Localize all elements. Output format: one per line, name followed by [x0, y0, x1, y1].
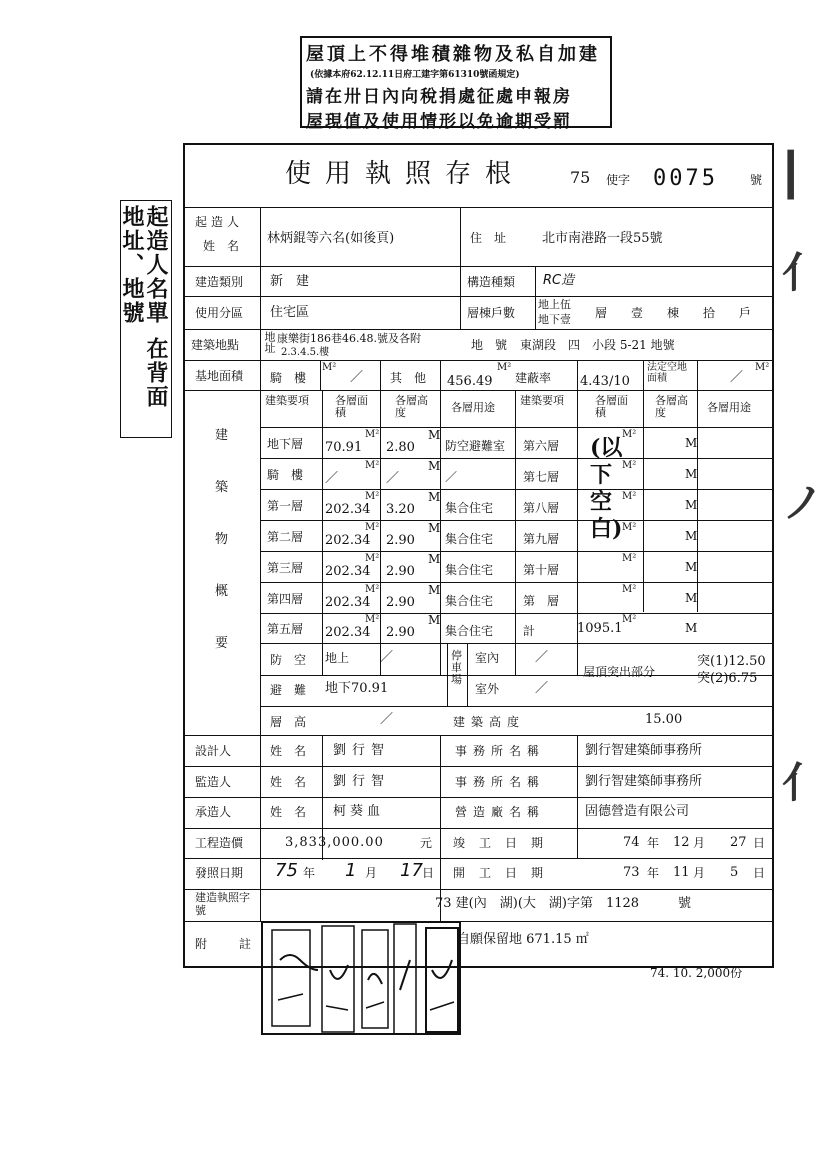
permit-label: 建造執照字號	[195, 891, 250, 917]
floors-text: 層 壹 棟 拾 戶	[595, 306, 752, 320]
parking-label: 停車場	[451, 649, 462, 686]
unit-m: M	[685, 467, 698, 481]
bldg-floor-label-r: 計	[523, 624, 536, 638]
contractor-firm-label: 營造廠名稱	[455, 805, 546, 819]
roof-label: 屋頂突出部分	[583, 665, 656, 679]
contractor-name-label: 姓 名	[270, 805, 307, 819]
blank-note: (以下空白)	[590, 435, 623, 542]
bldg-floor-label-r: 第十層	[523, 563, 560, 577]
form-code: 74. 10. 2,000份	[650, 966, 743, 980]
contractor-name: 柯葵血	[333, 804, 385, 819]
bldg-floor-height: 2.90	[386, 595, 415, 610]
head-area-r: 各層面積	[595, 394, 628, 419]
bldg-floor-label: 第一層	[267, 499, 304, 513]
shelter-above: 地上	[325, 651, 350, 665]
unit-m2: M²	[755, 362, 770, 373]
bldg-floor-use: 集合住宅	[445, 563, 494, 577]
struct-value: RC造	[543, 273, 575, 288]
arcade-label: 騎 樓	[270, 371, 307, 385]
bldg-floor-use: 集合住宅	[445, 624, 494, 638]
unit-m2: M²	[622, 429, 637, 440]
bldg-floor-height: ／	[386, 471, 400, 486]
builder-address: 北市南港路一段55號	[542, 231, 663, 246]
remark-value: 自願保留地 671.15 ㎡	[457, 932, 589, 947]
designer-office-label: 事務所名稱	[455, 744, 546, 758]
bldg-floor-use: ／	[445, 470, 458, 484]
floors-label: 層棟戶數	[467, 306, 516, 320]
unit-m2: M²	[365, 553, 380, 564]
parking-out-label: 室外	[475, 682, 500, 696]
start-month: 11	[673, 865, 690, 880]
other-label: 其 他	[390, 371, 427, 385]
notice-line-2: (依據本府62.12.11日府工建字第61310號函規定)	[310, 70, 520, 80]
header-hao: 號	[750, 173, 763, 187]
bldg-floor-area: 202.34	[325, 625, 371, 640]
bldg-floor-height: 2.90	[386, 625, 415, 640]
unit-m2: M²	[365, 614, 380, 625]
supervisor-label: 監造人	[195, 775, 232, 789]
head-height-r: 各層高度	[655, 394, 688, 419]
unit-m2: M²	[622, 584, 637, 595]
supervisor-office-label: 事務所名稱	[455, 775, 546, 789]
unit-m: M	[685, 529, 698, 543]
head-use: 各層用途	[451, 401, 495, 414]
edge-mark: ⺅	[782, 248, 825, 297]
head-height: 各層高度	[395, 394, 428, 419]
site-label: 建築地點	[191, 338, 240, 352]
notice-line-1: 屋頂上不得堆積雜物及私自加建	[306, 44, 600, 65]
bldg-floor-use: 集合住宅	[445, 501, 494, 515]
start-year: 73	[623, 865, 640, 880]
notice-line-3: 請在卅日內向稅捐處征處申報房	[306, 87, 572, 107]
unit-m: M	[685, 560, 698, 574]
roof-area-2: 突(2)6.75	[697, 671, 758, 686]
bldg-floor-label-r: 第八層	[523, 501, 560, 515]
issue-day: 17	[400, 860, 423, 881]
bheight-label: 建築高度	[453, 715, 526, 729]
unit-m2: M²	[365, 460, 380, 471]
edge-mark: ⺅	[782, 758, 825, 807]
permit-value: 73 建(內 湖)(大 湖)字第 1128 號	[435, 896, 692, 911]
bldg-floor-area: 202.34	[325, 564, 371, 579]
designer-name-label: 姓 名	[270, 744, 307, 758]
side-note-stamp	[120, 200, 172, 438]
supervisor-office: 劉行智建築師事務所	[585, 774, 703, 789]
unit-m2: M²	[497, 362, 512, 373]
unit-m: M	[428, 428, 441, 442]
ymd-y: 年	[303, 866, 316, 880]
side-note-col-2: 在背面	[143, 337, 169, 409]
supervisor-name: 劉行智	[333, 774, 391, 789]
unit-m2: M²	[365, 584, 380, 595]
parking-in-value: ／	[535, 650, 549, 665]
side-note-col-1: 起造人名單	[143, 205, 169, 325]
unit-m2: M²	[622, 460, 637, 471]
header-year: 75	[570, 168, 591, 187]
unit-m: M	[428, 521, 441, 535]
done-day: 27	[730, 835, 747, 850]
bldg-floor-label: 第五層	[267, 622, 304, 636]
cost-unit: 元	[420, 836, 433, 850]
roof-area-1: 突(1)12.50	[697, 654, 766, 669]
supervisor-name-label: 姓 名	[270, 775, 307, 789]
bldg-floor-label-r: 第 層	[523, 594, 560, 608]
ymd-d: 日	[753, 866, 766, 880]
contractor-firm: 固德營造有限公司	[585, 804, 690, 819]
shelter-above-value: ／	[380, 650, 394, 665]
builder-name: 林炳錕等六名(如後頁)	[267, 231, 395, 246]
bldg-floor-height: 2.90	[386, 564, 415, 579]
site-address-2: 2.3.4.5.樓	[281, 347, 330, 358]
builder-label-a: 起造人	[195, 215, 244, 229]
coverage-value: 4.43/10	[580, 374, 630, 389]
edge-mark: ノ	[782, 478, 825, 527]
bldg-floor-area: 202.34	[325, 502, 371, 517]
bldg-floor-label: 第四層	[267, 592, 304, 606]
site-addr-label: 地址	[263, 331, 276, 353]
use-zone-value: 住宅區	[270, 305, 310, 320]
done-date-label: 竣工日期	[453, 836, 558, 850]
head-floor-r: 建築要項	[520, 394, 564, 407]
unit-m2: M²	[365, 429, 380, 440]
storey-value: ／	[380, 712, 394, 727]
shelter-label-b: 避 難	[270, 683, 307, 697]
start-day: 5	[730, 865, 739, 880]
head-area: 各層面積	[335, 394, 368, 419]
form-title: 使用執照存根	[285, 159, 526, 189]
ymd-d: 日	[422, 866, 435, 880]
arcade-value: ／	[350, 370, 364, 385]
bldg-floor-area: 202.34	[325, 595, 371, 610]
notice-stamp	[300, 36, 612, 132]
build-type-label: 建造類別	[195, 275, 244, 289]
use-zone-label: 使用分區	[195, 306, 244, 320]
storey-label: 層 高	[270, 715, 307, 729]
shelter-label-a: 防 空	[270, 653, 307, 667]
build-type-value: 新 建	[270, 274, 310, 289]
start-date-label: 開工日期	[453, 866, 558, 880]
notice-line-4: 屋現值及使用情形以免逾期受罰	[306, 112, 572, 132]
bldg-floor-label: 地下層	[267, 437, 304, 451]
parking-in-label: 室內	[475, 651, 500, 665]
bldg-floor-use: 防空避難室	[445, 439, 506, 453]
bldg-floor-label-r: 第七層	[523, 470, 560, 484]
land-label: 基地面積	[195, 369, 244, 383]
side-note-col-3: 地址、地號	[119, 205, 145, 325]
bldg-floor-height: 2.80	[386, 440, 415, 455]
cost-label: 工程造價	[195, 836, 244, 850]
bldg-floor-use: 集合住宅	[445, 532, 494, 546]
header-zi: 使字	[606, 173, 631, 187]
vacant-label: 法定空地面積	[647, 362, 687, 384]
remark-label: 附 註	[195, 937, 262, 951]
unit-m: M	[428, 552, 441, 566]
unit-m2: M²	[322, 362, 337, 373]
unit-m2: M²	[622, 491, 637, 502]
other-value: 456.49	[447, 374, 493, 389]
unit-m: M	[685, 498, 698, 512]
coverage-label: 建蔽率	[515, 371, 552, 385]
bldg-floor-label-r: 第六層	[523, 439, 560, 453]
bldg-floor-area: 202.34	[325, 533, 371, 548]
bldg-floor-label-r: 第九層	[523, 532, 560, 546]
unit-m: M	[685, 436, 698, 450]
bldg-floor-area: 70.91	[325, 440, 363, 455]
official-seal	[260, 920, 470, 1040]
designer-label: 設計人	[195, 744, 232, 758]
ymd-d: 日	[753, 836, 766, 850]
ymd-m: 月	[693, 836, 706, 850]
ymd-m: 月	[693, 866, 706, 880]
builder-label-b: 姓 名	[203, 239, 240, 253]
unit-m2: M²	[365, 522, 380, 533]
bldg-floor-label: 第三層	[267, 561, 304, 575]
bldg-section-label: 建築物概要	[215, 428, 229, 651]
total-area: 1095.1	[577, 621, 623, 636]
permit-form	[183, 143, 774, 968]
unit-m2: M²	[365, 491, 380, 502]
unit-m: M	[685, 591, 698, 605]
unit-m2: M²	[622, 553, 637, 564]
cost-value: 3,833,000.00	[285, 835, 384, 850]
head-use-r: 各層用途	[707, 401, 751, 414]
shelter-below: 地下70.91	[325, 681, 389, 696]
issue-month: 1	[345, 860, 357, 881]
head-floor: 建築要項	[265, 394, 309, 407]
parking-out-value: ／	[535, 681, 549, 696]
ymd-y: 年	[647, 836, 660, 850]
issue-label: 發照日期	[195, 866, 244, 880]
contractor-label: 承造人	[195, 805, 232, 819]
unit-m: M	[428, 490, 441, 504]
issue-year: 75	[275, 860, 298, 881]
done-year: 74	[623, 835, 640, 850]
floors-below: 地下壹	[538, 313, 571, 326]
unit-m: M	[428, 459, 441, 473]
unit-m: M	[428, 583, 441, 597]
floors-above: 地上伍	[538, 298, 571, 311]
site-lot-label: 地 號	[471, 338, 508, 352]
permit-number: 0075	[653, 166, 718, 191]
bldg-floor-area: ／	[325, 471, 339, 486]
edge-mark: ┃	[778, 150, 804, 199]
bldg-floor-height: 3.20	[386, 502, 415, 517]
vacant-value: ／	[730, 370, 744, 385]
unit-m: M	[428, 613, 441, 627]
site-lot-value: 東湖段 四 小段 5-21 地號	[520, 338, 675, 352]
designer-name: 劉行智	[333, 743, 391, 758]
bldg-floor-use: 集合住宅	[445, 594, 494, 608]
struct-label: 構造種類	[467, 275, 516, 289]
unit-m2: M²	[622, 522, 637, 533]
unit-m2: M²	[622, 614, 637, 625]
unit-m: M	[685, 621, 698, 635]
designer-office: 劉行智建築師事務所	[585, 743, 703, 758]
bldg-floor-label: 騎 樓	[267, 468, 304, 482]
builder-addr-label: 住 址	[470, 231, 507, 245]
bheight-value: 15.00	[645, 712, 683, 727]
bldg-floor-label: 第二層	[267, 530, 304, 544]
site-address: 康樂街186巷46.48.號及各附	[277, 332, 421, 345]
done-month: 12	[673, 835, 690, 850]
bldg-floor-height: 2.90	[386, 533, 415, 548]
ymd-m: 月	[365, 866, 378, 880]
ymd-y: 年	[647, 866, 660, 880]
